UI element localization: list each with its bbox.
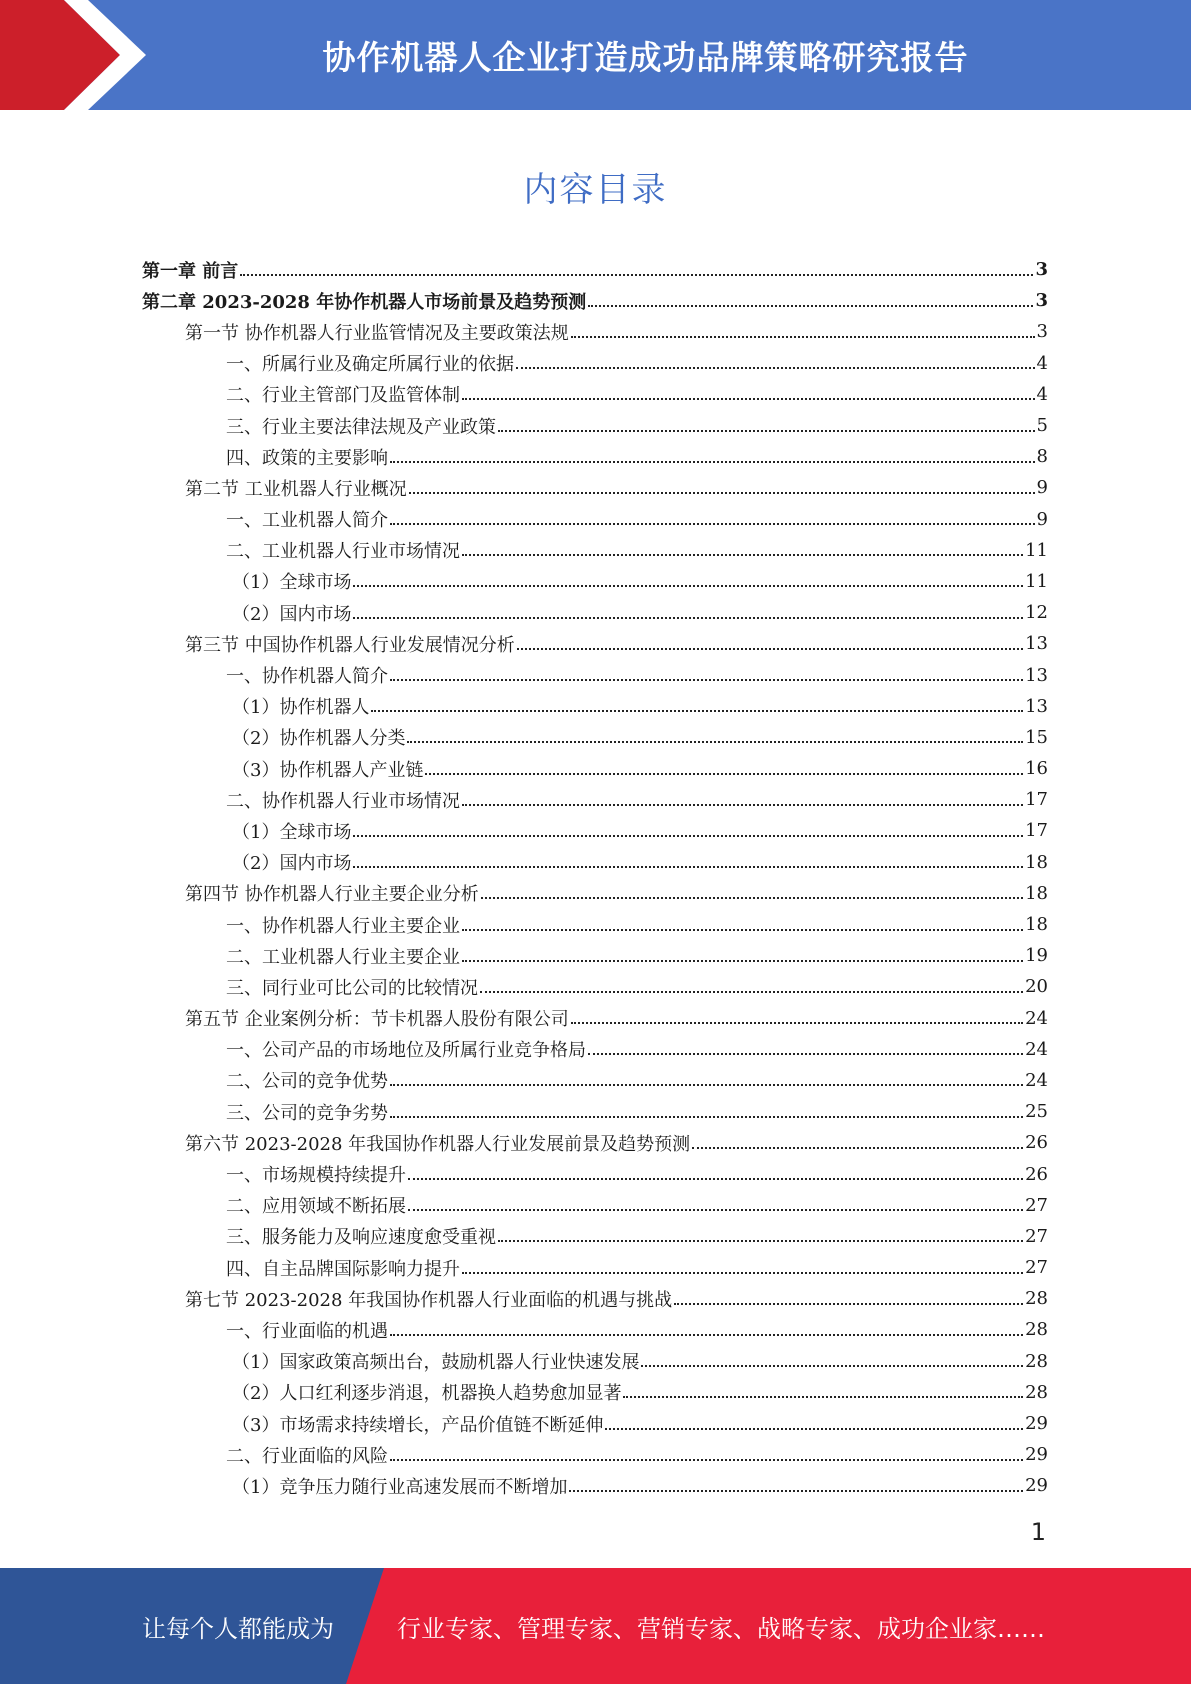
toc-entry-title: 三、服务能力及响应速度愈受重视 bbox=[226, 1227, 496, 1249]
toc-leader-dots bbox=[480, 991, 1023, 993]
page-number: 1 bbox=[1030, 1518, 1046, 1546]
toc-entry-title: 第五节 企业案例分析：节卡机器人股份有限公司 bbox=[185, 1009, 569, 1031]
toc-entry-page: 4 bbox=[1036, 352, 1048, 374]
toc-leader-dots bbox=[390, 679, 1023, 681]
toc-entry-title: （1）全球市场 bbox=[232, 821, 352, 843]
toc-entry[interactable] bbox=[142, 316, 1048, 347]
toc-entry-page: 3 bbox=[1035, 259, 1048, 281]
toc-leader-dots bbox=[425, 773, 1023, 775]
toc-leader-dots bbox=[588, 1053, 1023, 1055]
toc-entry-page: 24 bbox=[1025, 1069, 1048, 1091]
toc-entry-page: 27 bbox=[1025, 1225, 1048, 1247]
toc-entry-title: （2）人口红利逐步消退，机器换人趋势愈加显著 bbox=[232, 1383, 622, 1405]
toc-entry-page: 17 bbox=[1025, 789, 1048, 811]
toc-entry-page: 12 bbox=[1025, 602, 1048, 624]
toc-leader-dots bbox=[408, 1209, 1023, 1211]
toc-entry-page: 26 bbox=[1025, 1132, 1048, 1154]
toc-entry-page: 5 bbox=[1036, 415, 1048, 437]
toc-leader-dots bbox=[390, 523, 1035, 525]
toc-entry-page: 29 bbox=[1025, 1413, 1048, 1435]
toc-entry-title: 二、行业面临的风险 bbox=[226, 1445, 388, 1467]
toc-leader-dots bbox=[390, 1116, 1023, 1118]
toc-entry-page: 29 bbox=[1025, 1444, 1048, 1466]
header-bar bbox=[0, 0, 1191, 110]
toc-leader-dots bbox=[462, 960, 1023, 962]
toc-entry[interactable] bbox=[142, 1470, 1048, 1501]
toc-entry[interactable] bbox=[142, 1314, 1048, 1345]
toc-leader-dots bbox=[371, 710, 1023, 712]
toc-entry[interactable] bbox=[142, 691, 1048, 722]
toc-leader-dots bbox=[353, 866, 1023, 868]
toc-entry[interactable] bbox=[142, 940, 1048, 971]
toc-leader-dots bbox=[588, 305, 1033, 307]
toc-entry[interactable] bbox=[142, 1065, 1048, 1096]
toc-entry-title: 二、公司的竞争优势 bbox=[226, 1071, 388, 1093]
toc-entry-page: 28 bbox=[1025, 1288, 1048, 1310]
toc-entry-title: 一、公司产品的市场地位及所属行业竞争格局 bbox=[226, 1040, 586, 1062]
toc-entry[interactable] bbox=[142, 1408, 1048, 1439]
toc-entry-page: 17 bbox=[1025, 820, 1048, 842]
toc-entry[interactable] bbox=[142, 348, 1048, 379]
toc-entry-title: 一、协作机器人简介 bbox=[226, 666, 388, 688]
toc-entry-page: 28 bbox=[1025, 1381, 1048, 1403]
toc-leader-dots bbox=[409, 492, 1035, 494]
toc-entry-title: 二、工业机器人行业主要企业 bbox=[226, 946, 460, 968]
toc-leader-dots bbox=[623, 1396, 1023, 1398]
toc-leader-dots bbox=[462, 398, 1035, 400]
toc-entry-title: 二、工业机器人行业市场情况 bbox=[226, 541, 460, 563]
toc-entry-page: 13 bbox=[1025, 664, 1048, 686]
toc-entry-title: 一、所属行业及确定所属行业的依据 bbox=[226, 354, 514, 376]
toc-leader-dots bbox=[390, 1334, 1023, 1336]
toc-entry[interactable] bbox=[142, 1003, 1048, 1034]
toc-heading: 内容目录 bbox=[523, 170, 668, 210]
toc-entry[interactable] bbox=[142, 909, 1048, 940]
toc-entry[interactable] bbox=[142, 441, 1048, 472]
toc-leader-dots bbox=[462, 929, 1023, 931]
toc-entry-page: 18 bbox=[1025, 851, 1048, 873]
toc-entry-page: 13 bbox=[1025, 633, 1048, 655]
toc-leader-dots bbox=[390, 1459, 1023, 1461]
toc-entry-title: 第四节 协作机器人行业主要企业分析 bbox=[185, 884, 479, 906]
toc-leader-dots bbox=[517, 648, 1023, 650]
toc-entry-title: 第一节 协作机器人行业监管情况及主要政策法规 bbox=[185, 322, 569, 344]
toc-entry-page: 28 bbox=[1025, 1350, 1048, 1372]
toc-entry[interactable] bbox=[142, 659, 1048, 690]
toc-entry-title: 一、工业机器人简介 bbox=[226, 510, 388, 532]
toc-entry-page: 27 bbox=[1025, 1257, 1048, 1279]
toc-entry-page: 11 bbox=[1025, 539, 1048, 561]
toc-entry[interactable] bbox=[142, 1377, 1048, 1408]
toc-leader-dots bbox=[353, 617, 1023, 619]
toc-leader-dots bbox=[498, 430, 1035, 432]
toc-entry-page: 4 bbox=[1036, 383, 1048, 405]
toc-entry-page: 24 bbox=[1025, 1007, 1048, 1029]
toc-entry[interactable] bbox=[142, 815, 1048, 846]
toc-leader-dots bbox=[641, 1365, 1023, 1367]
toc-leader-dots bbox=[605, 1428, 1023, 1430]
toc-entry-title: （1）协作机器人 bbox=[232, 697, 370, 719]
toc-entry-title: 一、行业面临的机遇 bbox=[226, 1320, 388, 1342]
toc-entry-page: 8 bbox=[1036, 446, 1048, 468]
footer-slogan-right: 行业专家、管理专家、营销专家、战略专家、成功企业家…… bbox=[397, 1614, 1045, 1643]
toc-leader-dots bbox=[462, 554, 1023, 556]
toc-entry-page: 3 bbox=[1036, 321, 1048, 343]
toc-entry[interactable] bbox=[142, 1221, 1048, 1252]
toc-entry-page: 13 bbox=[1025, 695, 1048, 717]
toc-leader-dots bbox=[692, 1147, 1023, 1149]
toc-entry[interactable] bbox=[142, 285, 1048, 316]
toc-leader-dots bbox=[353, 835, 1023, 837]
toc-entry[interactable] bbox=[142, 1127, 1048, 1158]
table-of-contents bbox=[142, 254, 1048, 1502]
toc-entry-title: （2）国内市场 bbox=[232, 853, 352, 875]
toc-entry-page: 24 bbox=[1025, 1038, 1048, 1060]
toc-entry-title: 三、同行业可比公司的比较情况 bbox=[226, 977, 478, 999]
toc-entry-page: 27 bbox=[1025, 1194, 1048, 1216]
toc-entry[interactable] bbox=[142, 1252, 1048, 1283]
toc-entry-title: 四、自主品牌国际影响力提升 bbox=[226, 1258, 460, 1280]
toc-entry-title: 第三节 中国协作机器人行业发展情况分析 bbox=[185, 634, 515, 656]
toc-entry-title: 三、行业主要法律法规及产业政策 bbox=[226, 416, 496, 438]
footer-bar bbox=[0, 1568, 1191, 1684]
toc-entry-title: 第二节 工业机器人行业概况 bbox=[185, 478, 407, 500]
toc-entry[interactable] bbox=[142, 379, 1048, 410]
toc-entry-title: （3）市场需求持续增长，产品价值链不断延伸 bbox=[232, 1414, 604, 1436]
toc-entry-title: （1）竞争压力随行业高速发展而不断增加 bbox=[232, 1476, 568, 1498]
toc-entry[interactable] bbox=[142, 535, 1048, 566]
toc-entry-title: 第二章 2023-2028 年协作机器人市场前景及趋势预测 bbox=[142, 291, 587, 313]
toc-entry[interactable] bbox=[142, 784, 1048, 815]
footer-slogan-left: 让每个人都能成为 bbox=[142, 1614, 334, 1643]
toc-entry-title: 第一章 前言 bbox=[142, 260, 239, 282]
toc-entry[interactable] bbox=[142, 1346, 1048, 1377]
toc-entry[interactable] bbox=[142, 566, 1048, 597]
toc-entry-title: 第六节 2023-2028 年我国协作机器人行业发展前景及趋势预测 bbox=[185, 1133, 691, 1155]
toc-leader-dots bbox=[408, 1178, 1023, 1180]
toc-entry-page: 18 bbox=[1025, 882, 1048, 904]
toc-leader-dots bbox=[462, 804, 1023, 806]
toc-entry[interactable] bbox=[142, 254, 1048, 285]
toc-entry[interactable] bbox=[142, 1190, 1048, 1221]
toc-entry[interactable] bbox=[142, 1283, 1048, 1314]
toc-entry-page: 9 bbox=[1036, 508, 1048, 530]
toc-entry[interactable] bbox=[142, 847, 1048, 878]
toc-entry[interactable] bbox=[142, 971, 1048, 1002]
toc-entry[interactable] bbox=[142, 472, 1048, 503]
toc-entry-page: 3 bbox=[1035, 290, 1048, 312]
chevron-arrow-icon bbox=[0, 0, 160, 110]
toc-entry-title: 第七节 2023-2028 年我国协作机器人行业面临的机遇与挑战 bbox=[185, 1289, 673, 1311]
toc-entry-title: 三、公司的竞争劣势 bbox=[226, 1102, 388, 1124]
toc-entry[interactable] bbox=[142, 878, 1048, 909]
toc-leader-dots bbox=[674, 1303, 1023, 1305]
toc-leader-dots bbox=[390, 1084, 1023, 1086]
toc-entry-title: 一、协作机器人行业主要企业 bbox=[226, 915, 460, 937]
toc-leader-dots bbox=[240, 274, 1033, 276]
toc-entry-title: （1）国家政策高频出台，鼓励机器人行业快速发展 bbox=[232, 1352, 640, 1374]
toc-leader-dots bbox=[390, 461, 1035, 463]
toc-entry[interactable] bbox=[142, 1034, 1048, 1065]
toc-entry-title: 二、行业主管部门及监管体制 bbox=[226, 385, 460, 407]
report-title: 协作机器人企业打造成功品牌策略研究报告 bbox=[322, 37, 969, 77]
toc-entry[interactable] bbox=[142, 722, 1048, 753]
toc-entry-title: 四、政策的主要影响 bbox=[226, 447, 388, 469]
toc-entry-page: 9 bbox=[1036, 477, 1048, 499]
toc-entry-page: 19 bbox=[1025, 945, 1048, 967]
toc-entry-page: 26 bbox=[1025, 1163, 1048, 1185]
toc-entry[interactable] bbox=[142, 1096, 1048, 1127]
toc-leader-dots bbox=[498, 1240, 1023, 1242]
toc-entry-page: 20 bbox=[1025, 976, 1048, 998]
toc-entry-page: 16 bbox=[1025, 758, 1048, 780]
toc-leader-dots bbox=[481, 897, 1023, 899]
toc-leader-dots bbox=[571, 336, 1035, 338]
toc-entry[interactable] bbox=[142, 1439, 1048, 1470]
toc-entry-title: 二、协作机器人行业市场情况 bbox=[226, 790, 460, 812]
toc-entry-title: 一、市场规模持续提升 bbox=[226, 1165, 406, 1187]
toc-leader-dots bbox=[516, 367, 1035, 369]
toc-entry-page: 29 bbox=[1025, 1475, 1048, 1497]
toc-entry-title: 二、应用领域不断拓展 bbox=[226, 1196, 406, 1218]
toc-entry-title: （1）全球市场 bbox=[232, 572, 352, 594]
toc-entry-page: 18 bbox=[1025, 914, 1048, 936]
toc-entry[interactable] bbox=[142, 628, 1048, 659]
toc-entry-title: （2）协作机器人分类 bbox=[232, 728, 406, 750]
toc-entry[interactable] bbox=[142, 410, 1048, 441]
toc-entry[interactable] bbox=[142, 504, 1048, 535]
toc-leader-dots bbox=[571, 1022, 1023, 1024]
toc-entry-title: （2）国内市场 bbox=[232, 603, 352, 625]
toc-leader-dots bbox=[462, 1272, 1023, 1274]
toc-entry-title: （3）协作机器人产业链 bbox=[232, 759, 424, 781]
toc-entry-page: 15 bbox=[1025, 726, 1048, 748]
toc-entry[interactable] bbox=[142, 753, 1048, 784]
toc-leader-dots bbox=[353, 585, 1023, 587]
toc-entry-page: 25 bbox=[1025, 1101, 1048, 1123]
toc-leader-dots bbox=[569, 1490, 1023, 1492]
toc-entry[interactable] bbox=[142, 1158, 1048, 1189]
toc-entry-page: 11 bbox=[1025, 570, 1048, 592]
toc-entry-page: 28 bbox=[1025, 1319, 1048, 1341]
toc-entry[interactable] bbox=[142, 597, 1048, 628]
toc-leader-dots bbox=[407, 741, 1023, 743]
